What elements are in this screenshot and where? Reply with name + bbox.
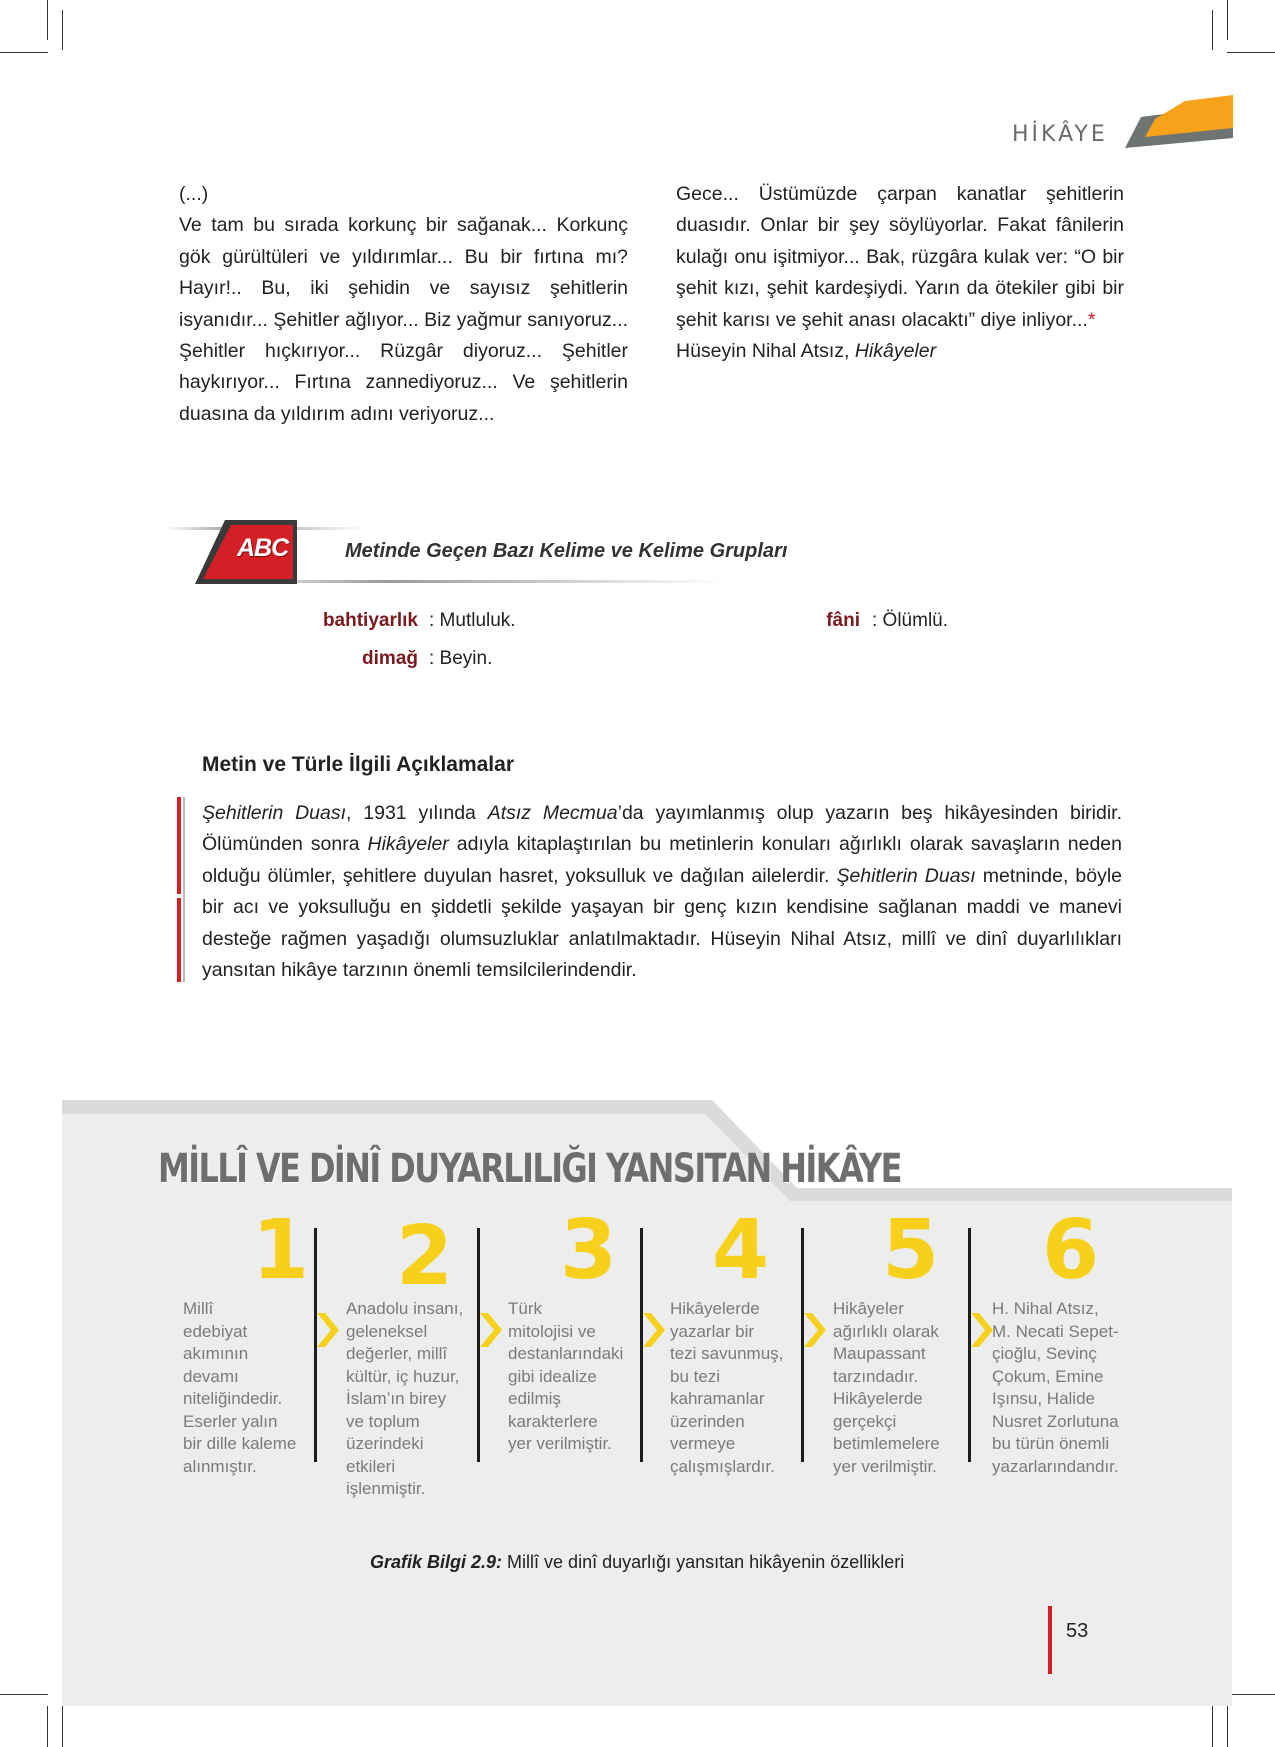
chevron-right-icon [480,1313,502,1347]
crop-mark [0,1694,48,1695]
attribution-author: Hüseyin Nihal Atsız, [676,340,855,363]
step-number: 3 [560,1203,618,1298]
vocab-definition: : Beyin. [429,648,493,669]
step-description: Hikâyeler ağırlıklı olarak Maupassant tarzındadır. Hikâyelerde gerçekçi betimlemelere yer verilmiştir. [833,1299,940,1476]
crop-mark [1227,52,1275,53]
accent-bar [177,898,181,982]
vocabulary-title: Metinde Geçen Bazı Kelime ve Kelime Grupları [345,540,788,562]
step-description: Anadolu insanı, geleneksel değerler, millî kültür, iç huzur, İslam’ın birey ve toplum üzerindeki etkileri işlenmiştir. [346,1299,464,1498]
page-number: 53 [1066,1620,1089,1642]
explanations-title: Metin ve Türle İlgili Açıklamalar [202,753,514,776]
excerpt-paragraph: Ve tam bu sırada korkunç bir sağanak... Korkunç gök gürültüleri ve yıldırımlar... Bu bir fırtına mı? Hayır!.. Bu, iki şehidin ve sayısız şehitlerin isyanıdır... Şehitler ağlıyor... Biz yağmur sanıyoruz... Şehitler hıçkırıyor... Rüzgâr diyoruz... Şehitler haykırıyor... Fırtına zannediyoruz... Ve şehitlerin duasına da yıldırım adını veriyoruz... [179,214,628,425]
chevron-right-icon [971,1313,993,1347]
crop-mark [1212,1706,1213,1747]
explanations-paragraph: Şehitlerin Duası, 1931 yılında Atsız Mecmua’da yayımlanmış olup yazarın beş hikâyesinden biridir. Ölümünden sonra Hikâyeler adıyla kitaplaştırılan bu metinlerin konuları ağırlıklı olarak savaşların neden olduğu ölümler, şehitlere duyulan hasret, yoksulluk ve dağılan ailelerdir. Şehitlerin Duası metninde, böyle bir acı ve yoksulluğu en şiddetli şekilde yaşayan bir genç kızın kendisine sağlanan maddi ve manevi desteğe rağmen yaşadığı olumsuzluklar anlatılmaktadır. Hüseyin Nihal Atsız, millî ve dinî duyarlılıkları yansıtan hikâye tarzının önemli temsilcilerindendir. [202,802,1123,982]
step-number: 6 [1042,1203,1100,1298]
crop-mark [0,52,48,53]
section-tab-shape [1125,95,1233,151]
excerpt-paragraph: Gece... Üstümüzde çarpan kanatlar şehitlerin duasıdır. Onlar bir şey söylüyorlar. Fakat fânilerin kulağı onu işitmiyor... Bak, rüzgâra kulak ver: “O bir şehit kızı, şehit kardeşiydi. Yarın da ötekiler gibi bir şehit karısı ve şehit anası olacaktı” diye inliyor...* [676,183,1124,331]
crop-mark [47,1706,48,1747]
section-label: HİKÂYE [1012,122,1108,147]
infographic-title: MİLLÎ VE DİNÎ DUYARLILIĞI YANSITAN HİKÂYE [158,1146,901,1192]
step-number: 2 [396,1209,454,1304]
footnote-mark: * [1087,308,1096,331]
step-number: 5 [882,1203,940,1298]
chevron-right-icon [804,1313,826,1347]
crop-mark [1227,1706,1228,1747]
vocab-definition: : Ölümlü. [872,610,949,631]
step-description: Millî edebiyat akımının devamı niteliğindedir. Eserler yalın bir dille kaleme alınmıştır. [183,1299,297,1476]
caption-label: Grafik Bilgi 2.9: [370,1552,503,1572]
page-number-bar [1048,1606,1052,1674]
step-description: Hikâyelerde yazarlar bir tezi savunmuş, bu tezi kahramanlar üzerinden vermeye çalışmışlardır. [670,1299,784,1476]
crop-mark [1212,10,1213,50]
accent-bar [183,797,185,982]
step-number: 4 [712,1203,770,1298]
excerpt-attribution [676,336,1124,367]
crop-mark [1227,0,1228,40]
chevron-right-icon [317,1313,339,1347]
accent-bar [177,797,181,894]
crop-mark [47,0,48,40]
step-description: H. Nihal Atsız, M. Necati Sepet- çioğlu, Sevinç Çokum, Emine Işınsu, Halide Nusret Zorlutuna bu türün önemli yazarlarındandır. [992,1299,1119,1476]
vocab-term: dimağ [362,648,418,669]
step-number: 1 [252,1203,310,1298]
crop-mark [62,1706,63,1747]
vocab-term: bahtiyarlık [322,610,418,631]
chevron-right-icon [643,1313,665,1347]
caption-text: Millî ve dinî duyarlığı yansıtan hikâyenin özellikleri [502,1552,905,1572]
crop-mark [62,10,63,50]
step-description: Türk mitolojisi ve destanlarındaki gibi idealize edilmiş karakterlere yer verilmiştir. [508,1299,624,1453]
ellipsis-marker: (...) [179,183,209,205]
vocab-definition: : Mutluluk. [429,610,516,631]
figure-caption [370,1552,904,1573]
story-excerpt-right [676,179,1124,367]
crop-mark [1227,1694,1275,1695]
vocab-term: fâni [826,610,860,631]
attribution-work: Hikâyeler [854,340,937,363]
abc-icon: ABC [237,534,289,562]
story-excerpt-left [179,179,628,430]
